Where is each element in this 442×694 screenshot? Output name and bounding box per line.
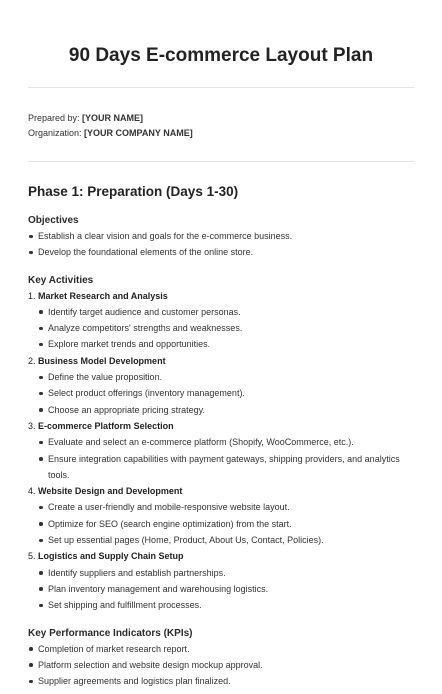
activity-heading (28, 483, 414, 499)
kpis-heading: Key Performance Indicators (KPIs) (28, 627, 193, 639)
list-item: Optimize for SEO (search engine optimization) from the start. (38, 516, 414, 532)
activity-subitems (38, 565, 414, 614)
list-item: Platform selection and website design mockup approval. (28, 657, 414, 673)
activity-item (28, 483, 414, 548)
key-activities-heading: Key Activities (28, 274, 94, 286)
activity-heading (28, 548, 414, 564)
list-item: Ensure integration capabilities with payment gateways, shipping providers, and analytics tools. (38, 451, 414, 484)
list-item: Identify target audience and customer personas. (38, 304, 414, 320)
list-item: Evaluate and select an e-commerce platform (Shopify, WooCommerce, etc.). (38, 434, 414, 450)
list-item: Set shipping and fulfillment processes. (38, 597, 414, 613)
organization-line (28, 126, 414, 141)
list-item: Define the value proposition. (38, 369, 414, 385)
activity-number: 1. (28, 290, 36, 301)
activity-item (28, 418, 414, 483)
list-item: Identify suppliers and establish partnerships. (38, 565, 414, 581)
document-title: 90 Days E-commerce Layout Plan (68, 45, 374, 66)
objectives-heading: Objectives (28, 215, 79, 226)
activity-name: Market Research and Analysis (38, 290, 168, 301)
activity-heading (28, 418, 414, 434)
divider-top (28, 87, 414, 88)
activity-number: 4. (28, 486, 36, 497)
activity-name: Website Design and Development (38, 486, 183, 497)
list-item: Completion of market research report. (28, 641, 414, 657)
prepared-by-line (28, 111, 414, 126)
list-item: Supplier agreements and logistics plan finalized. (28, 673, 414, 689)
kpis-list (28, 641, 414, 690)
activity-name: Logistics and Supply Chain Setup (38, 551, 184, 562)
activity-subitems (38, 369, 414, 418)
activity-name: E-commerce Platform Selection (38, 420, 174, 431)
document-meta (28, 111, 414, 141)
activity-name: Business Model Development (38, 355, 166, 366)
activity-item (28, 288, 414, 353)
list-item: Plan inventory management and warehousing logistics. (38, 581, 414, 597)
objectives-list (28, 228, 414, 261)
key-activities-list (28, 288, 414, 614)
organization-label: Organization: (28, 128, 82, 138)
activity-subitems (38, 304, 414, 353)
list-item: Explore market trends and opportunities. (38, 336, 414, 352)
activity-subitems (38, 499, 414, 548)
activity-subitems (38, 434, 414, 483)
activity-item (28, 548, 414, 613)
list-item: Create a user-friendly and mobile-responsive website layout. (38, 499, 414, 515)
activity-number: 3. (28, 420, 36, 431)
list-item: Set up essential pages (Home, Product, About Us, Contact, Policies). (38, 532, 414, 548)
list-item: Analyze competitors' strengths and weaknesses. (38, 320, 414, 336)
divider-meta (28, 161, 414, 162)
organization-value: [YOUR COMPANY NAME] (84, 128, 193, 138)
list-item: Develop the foundational elements of the online store. (28, 244, 414, 260)
list-item: Establish a clear vision and goals for the e-commerce business. (28, 228, 414, 244)
activity-item (28, 353, 414, 418)
prepared-by-label: Prepared by: (28, 113, 80, 123)
activity-number: 2. (28, 355, 36, 366)
activity-heading (28, 353, 414, 369)
phase-title: Phase 1: Preparation (Days 1-30) (28, 184, 239, 199)
activity-number: 5. (28, 551, 36, 562)
list-item: Choose an appropriate pricing strategy. (38, 402, 414, 418)
prepared-by-value: [YOUR NAME] (82, 113, 144, 123)
list-item: Select product offerings (inventory management). (38, 385, 414, 401)
activity-heading (28, 288, 414, 304)
